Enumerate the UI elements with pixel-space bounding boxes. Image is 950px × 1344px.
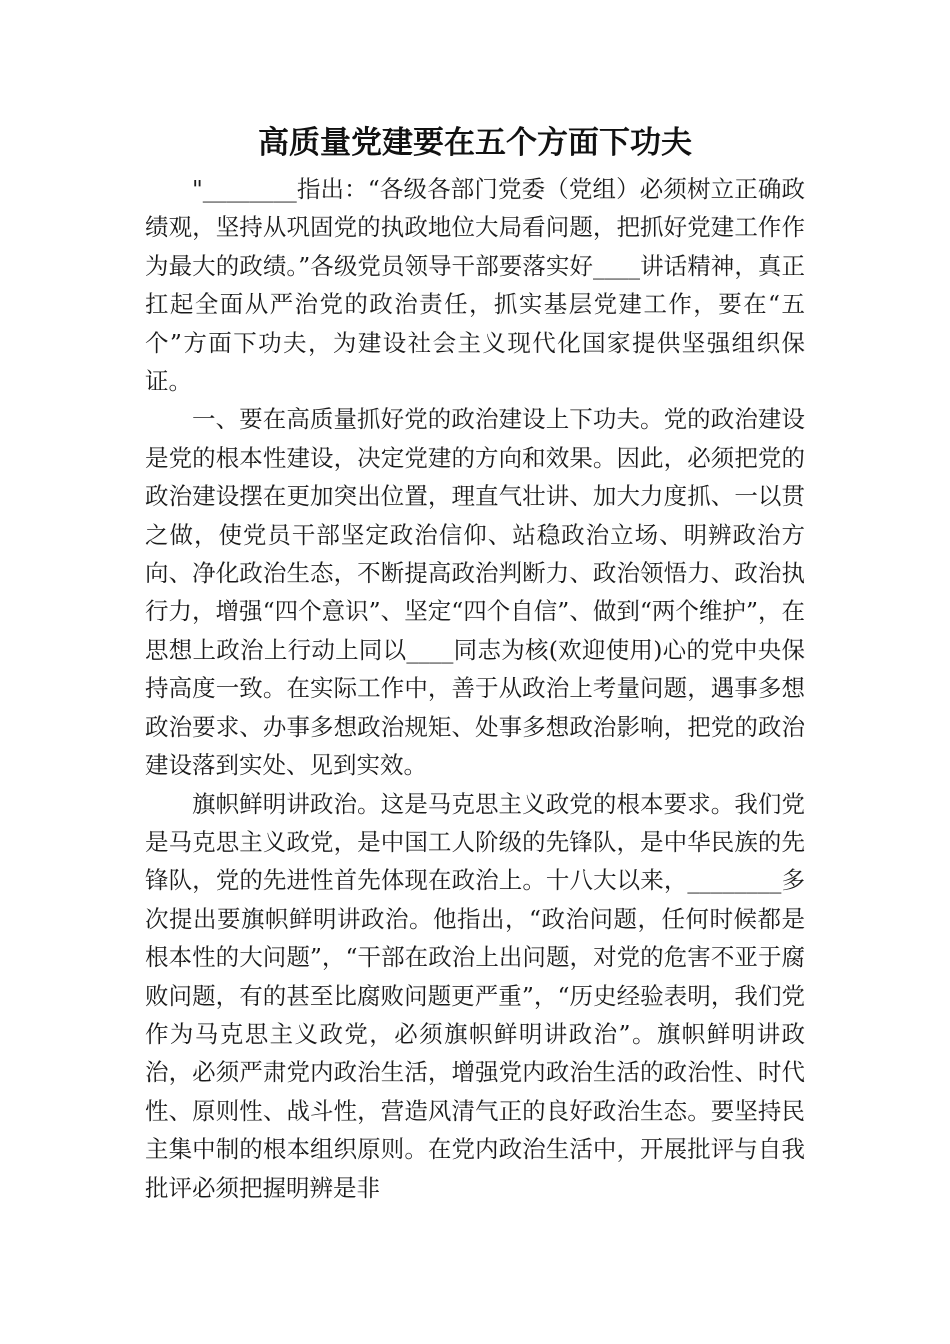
document-title: 高质量党建要在五个方面下功夫 [258,125,692,161]
paragraph-politics: 旗帜鲜明讲政治。这是马克思主义政党的根本要求。我们党是马克思主义政党，是中国工人阶级的先锋队，是中华民族的先锋队，党的先进性首先体现在政治上。十八大以来，________多次提出要旗帜鲜明讲政治。他指出，“政治问题，任何时候都是根本性的大问题”，“干部在政治上出问题，对党的危害不亚于腐败问题，有的甚至比腐败问题更严重”，“历史经验表明，我们党作为马克思主义政党，必须旗帜鲜明讲政治”。旗帜鲜明讲政治，必须严肃党内政治生活，增强党内政治生活的政治性、时代性、原则性、战斗性，营造风清气正的良好政治生态。要坚持民主集中制的根本组织原则。在党内政治生活中，开展批评与自我批评必须把握明辨是非 [145,789,805,1202]
document-body [145,170,805,1207]
paragraph-section-one: 一、要在高质量抓好党的政治建设上下功夫。党的政治建设是党的根本性建设，决定党建的方向和效果。因此，必须把党的政治建设摆在更加突出位置，理直气壮讲、加大力度抓、一以贯之做，使党员干部坚定政治信仰、站稳政治立场、明辨政治方向、净化政治生态，不断提高政治判断力、政治领悟力、政治执行力，增强“四个意识”、坚定“四个自信”、做到“两个维护”，在思想上政治上行动上同以____同志为核(欢迎使用)心的党中央保持高度一致。在实际工作中，善于从政治上考量问题，遇事多想政治要求、办事多想政治规矩、处事多想政治影响，把党的政治建设落到实处、见到实效。 [145,405,805,780]
paragraph-intro: "________指出：“各级各部门党委（党组）必须树立正确政绩观，坚持从巩固党的执政地位大局看问题，把抓好党建工作作为最大的政绩。”各级党员领导干部要落实好____讲话精神，真正扛起全面从严治党的政治责任，抓实基层党建工作，要在“五个”方面下功夫，为建设社会主义现代化国家提供坚强组织保证。 [145,175,805,396]
